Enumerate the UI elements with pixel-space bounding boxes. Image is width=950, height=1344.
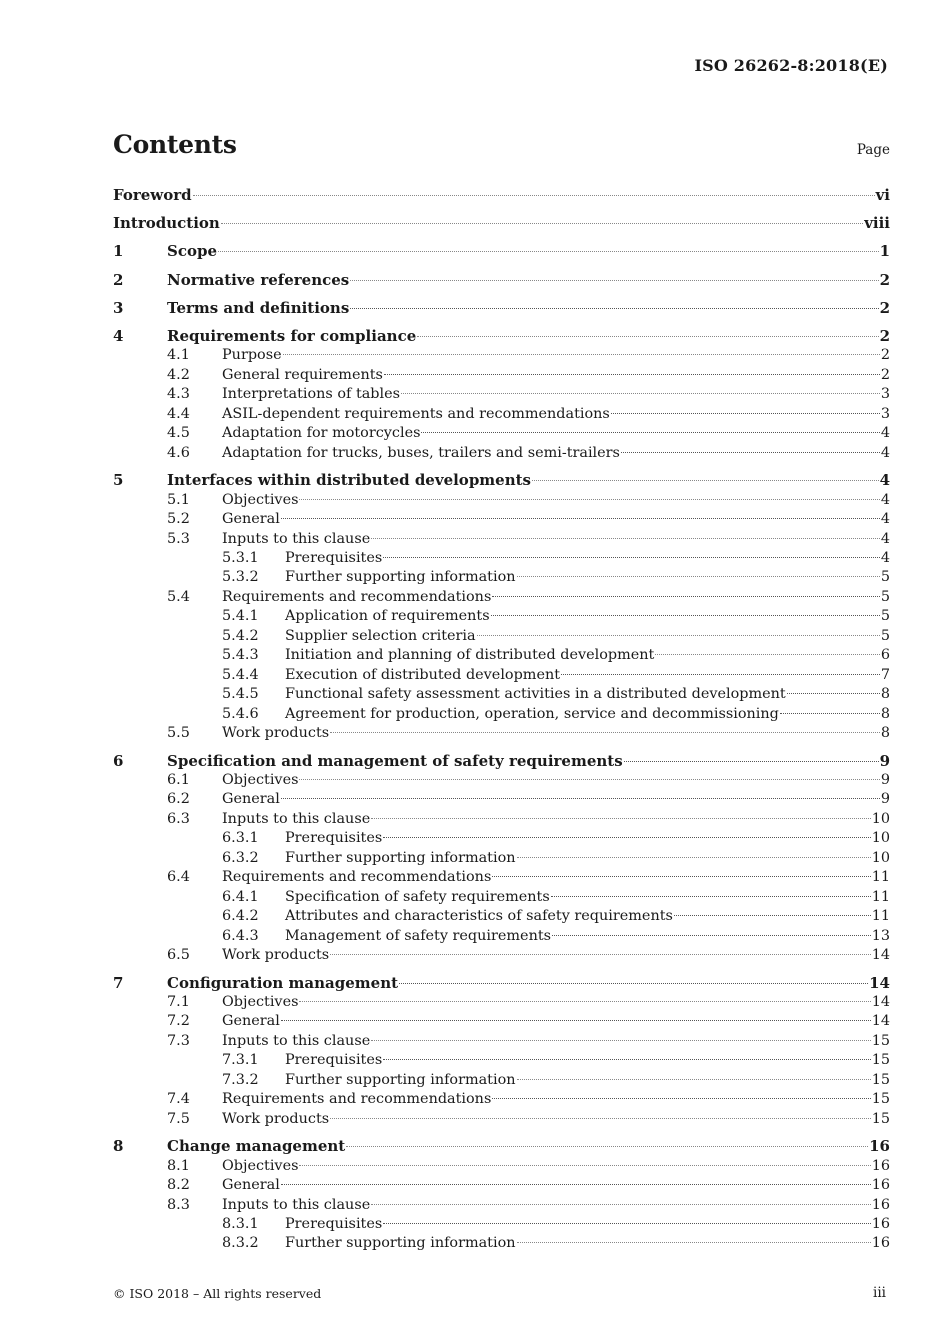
toc-entry-page: 2 bbox=[879, 270, 890, 289]
toc-entry-title: Normative references bbox=[167, 270, 350, 289]
toc-entry-title: Functional safety assessment activities in a distributed development bbox=[285, 686, 786, 703]
toc-entry-page: 4 bbox=[880, 530, 890, 547]
toc-entry-title: Prerequisites bbox=[285, 1052, 383, 1069]
toc-entry-page: 5 bbox=[880, 588, 890, 605]
toc-dot-leader bbox=[281, 518, 880, 519]
toc-entry-page: 16 bbox=[871, 1157, 890, 1174]
toc-entry-page: 8 bbox=[880, 705, 890, 722]
toc-entry-number: 4.3 bbox=[167, 386, 190, 403]
toc-entry[interactable] bbox=[113, 1157, 890, 1176]
toc-entry-title: Agreement for production, operation, service and decommissioning bbox=[285, 705, 779, 722]
toc-entry[interactable] bbox=[113, 849, 890, 868]
toc-entry[interactable] bbox=[113, 1012, 890, 1031]
toc-dot-leader bbox=[371, 1204, 870, 1205]
toc-entry-page: 16 bbox=[871, 1235, 890, 1252]
copyright-notice: © ISO 2018 – All rights reserved bbox=[113, 1286, 322, 1301]
toc-dot-leader bbox=[383, 1059, 870, 1060]
toc-entry[interactable] bbox=[113, 588, 890, 607]
toc-entry[interactable] bbox=[113, 685, 890, 704]
toc-entry-number: 6.1 bbox=[167, 772, 190, 788]
toc-entry-page: 14 bbox=[871, 994, 890, 1010]
toc-entry[interactable] bbox=[113, 299, 890, 318]
toc-entry-number: 6.3 bbox=[167, 810, 190, 827]
toc-entry-page: 15 bbox=[871, 1052, 890, 1069]
toc-dot-leader bbox=[283, 354, 880, 355]
toc-entry[interactable] bbox=[113, 346, 890, 365]
toc-entry-title: Prerequisites bbox=[285, 1216, 383, 1232]
toc-entry-number: 6.5 bbox=[167, 947, 190, 964]
toc-entry-number: 7.4 bbox=[167, 1091, 190, 1108]
toc-dot-leader bbox=[346, 1146, 868, 1147]
toc-dot-leader bbox=[383, 557, 880, 558]
toc-entry-number: 7 bbox=[113, 973, 124, 992]
toc-entry-title: Change management bbox=[167, 1137, 346, 1156]
toc-entry[interactable] bbox=[113, 705, 890, 724]
toc-entry-page: 4 bbox=[880, 550, 890, 566]
toc-dot-leader bbox=[517, 1079, 871, 1080]
toc-entry[interactable] bbox=[113, 888, 890, 907]
toc-entry-page: 16 bbox=[869, 1137, 890, 1156]
toc-dot-leader bbox=[281, 1020, 871, 1021]
toc-entry[interactable] bbox=[113, 974, 890, 993]
toc-dot-leader bbox=[491, 615, 880, 616]
toc-entry-page: 5 bbox=[880, 627, 890, 644]
toc-entry[interactable] bbox=[113, 385, 890, 404]
toc-entry-page: 8 bbox=[880, 725, 890, 742]
toc-dot-leader bbox=[281, 798, 880, 799]
toc-entry-title: Objectives bbox=[222, 1157, 299, 1174]
toc-entry-number: 5.3.2 bbox=[222, 569, 259, 586]
toc-entry-title: Further supporting information bbox=[285, 569, 516, 586]
toc-dot-leader bbox=[551, 896, 871, 897]
toc-dot-leader bbox=[384, 374, 880, 375]
toc-entry-number: 5.4.3 bbox=[222, 647, 259, 664]
toc-entry-title: Inputs to this clause bbox=[222, 1032, 371, 1049]
toc-entry[interactable] bbox=[113, 752, 890, 771]
toc-entry-number: 5.3 bbox=[167, 530, 190, 547]
toc-entry-number: 5.4.6 bbox=[222, 705, 259, 722]
toc-entry[interactable] bbox=[113, 471, 890, 490]
toc-entry-page: 10 bbox=[871, 810, 890, 827]
toc-entry-page: 16 bbox=[871, 1216, 890, 1232]
toc-entry-number: 7.3.2 bbox=[222, 1071, 259, 1088]
toc-entry[interactable] bbox=[113, 444, 890, 463]
toc-entry-title: Prerequisites bbox=[285, 830, 383, 847]
toc-entry[interactable] bbox=[113, 810, 890, 829]
toc-entry[interactable] bbox=[113, 907, 890, 926]
toc-entry-number: 5.4.2 bbox=[222, 627, 259, 644]
toc-entry-page: 8 bbox=[880, 686, 890, 703]
toc-entry-page: 15 bbox=[871, 1032, 890, 1049]
toc-entry-page: 14 bbox=[869, 973, 890, 992]
toc-entry-title: Initiation and planning of distributed development bbox=[285, 647, 655, 664]
toc-entry[interactable] bbox=[113, 1110, 890, 1129]
toc-dot-leader bbox=[621, 452, 880, 453]
toc-entry[interactable] bbox=[113, 1234, 890, 1253]
toc-dot-leader bbox=[383, 837, 870, 838]
toc-entry-page: 3 bbox=[880, 386, 890, 403]
toc-entry-number: 7.3 bbox=[167, 1032, 190, 1049]
toc-entry-page: 11 bbox=[871, 888, 890, 905]
toc-entry[interactable] bbox=[113, 771, 890, 790]
toc-entry-number: 5.4.1 bbox=[222, 608, 259, 625]
toc-entry-number: 5.4 bbox=[167, 588, 190, 605]
toc-dot-leader bbox=[330, 954, 871, 955]
toc-entry-title: Further supporting information bbox=[285, 1235, 516, 1252]
toc-entry-title: Foreword bbox=[113, 186, 192, 204]
toc-entry-title: Objectives bbox=[222, 491, 299, 508]
toc-entry[interactable] bbox=[113, 530, 890, 549]
toc-entry[interactable] bbox=[113, 607, 890, 626]
toc-dot-leader bbox=[218, 251, 879, 252]
page-title: Contents bbox=[113, 130, 237, 159]
toc-entry-page: 2 bbox=[879, 327, 890, 345]
toc-entry-title: Prerequisites bbox=[285, 550, 383, 566]
toc-entry-number: 7.2 bbox=[167, 1013, 190, 1030]
toc-entry-number: 6.4.2 bbox=[222, 908, 259, 925]
toc-dot-leader bbox=[299, 1001, 870, 1002]
toc-entry-number: 6.3.2 bbox=[222, 849, 259, 866]
toc-entry-page: 4 bbox=[880, 444, 890, 461]
toc-dot-leader bbox=[421, 432, 879, 433]
toc-entry-title: General bbox=[222, 511, 280, 528]
toc-dot-leader bbox=[221, 223, 863, 224]
toc-entry[interactable] bbox=[113, 627, 890, 646]
toc-entry[interactable] bbox=[113, 1071, 890, 1090]
toc-entry[interactable] bbox=[113, 829, 890, 848]
toc-entry-page: 6 bbox=[880, 647, 890, 664]
toc-entry-title: Scope bbox=[167, 242, 218, 261]
toc-entry-title: Inputs to this clause bbox=[222, 530, 371, 547]
toc-entry-title: Adaptation for motorcycles bbox=[222, 425, 421, 442]
toc-dot-leader bbox=[299, 1165, 870, 1166]
toc-entry-number: 6.4.3 bbox=[222, 927, 259, 944]
toc-dot-leader bbox=[383, 1223, 870, 1224]
toc-entry[interactable] bbox=[113, 666, 890, 685]
toc-entry-title: Work products bbox=[222, 1110, 330, 1127]
toc-entry-number: 4.4 bbox=[167, 405, 190, 422]
toc-dot-leader bbox=[674, 915, 871, 916]
toc-entry-number: 5 bbox=[113, 471, 124, 490]
toc-dot-leader bbox=[517, 857, 871, 858]
toc-entry-title: Inputs to this clause bbox=[222, 810, 371, 827]
toc-entry-title: Objectives bbox=[222, 772, 299, 788]
toc-entry-title: Work products bbox=[222, 947, 330, 964]
toc-dot-leader bbox=[371, 538, 880, 539]
toc-entry-number: 8 bbox=[113, 1137, 124, 1156]
toc-entry-page: 7 bbox=[880, 666, 890, 683]
toc-entry-number: 6.2 bbox=[167, 791, 190, 808]
toc-entry-page: 2 bbox=[880, 366, 890, 383]
toc-entry[interactable] bbox=[113, 927, 890, 946]
toc-entry-number: 8.3 bbox=[167, 1196, 190, 1213]
toc-entry-title: Specification of safety requirements bbox=[285, 888, 550, 905]
toc-entry-number: 8.2 bbox=[167, 1177, 190, 1194]
toc-entry-title: Requirements and recommendations bbox=[222, 869, 492, 886]
toc-entry-page: 15 bbox=[871, 1110, 890, 1127]
toc-dot-leader bbox=[624, 761, 879, 762]
toc-entry-number: 7.5 bbox=[167, 1110, 190, 1127]
toc-dot-leader bbox=[492, 876, 870, 877]
toc-entry[interactable] bbox=[113, 186, 890, 205]
toc-dot-leader bbox=[330, 1118, 871, 1119]
toc-dot-leader bbox=[780, 713, 880, 714]
toc-entry-title: Purpose bbox=[222, 347, 282, 364]
toc-entry[interactable] bbox=[113, 868, 890, 887]
toc-entry-page: viii bbox=[864, 214, 890, 233]
toc-entry-page: 4 bbox=[880, 511, 890, 528]
toc-dot-leader bbox=[371, 1040, 870, 1041]
toc-entry-title: Further supporting information bbox=[285, 1071, 516, 1088]
toc-entry-page: vi bbox=[875, 186, 890, 204]
toc-dot-leader bbox=[401, 393, 880, 394]
toc-entry[interactable] bbox=[113, 366, 890, 385]
toc-dot-leader bbox=[655, 654, 880, 655]
toc-entry-page: 9 bbox=[880, 791, 890, 808]
toc-entry-number: 5.2 bbox=[167, 511, 190, 528]
toc-entry-page: 5 bbox=[880, 569, 890, 586]
toc-entry[interactable] bbox=[113, 214, 890, 233]
toc-entry[interactable] bbox=[113, 242, 890, 261]
toc-entry-title: Execution of distributed development bbox=[285, 666, 561, 683]
toc-entry-title: General bbox=[222, 791, 280, 808]
toc-entry-page: 2 bbox=[879, 298, 890, 317]
toc-entry[interactable] bbox=[113, 1176, 890, 1195]
toc-entry-number: 7.1 bbox=[167, 994, 190, 1010]
toc-entry-title: Requirements and recommendations bbox=[222, 1091, 492, 1108]
toc-entry[interactable] bbox=[113, 1090, 890, 1109]
toc-entry[interactable] bbox=[113, 405, 890, 424]
toc-entry-title: Configuration management bbox=[167, 973, 399, 992]
toc-entry[interactable] bbox=[113, 790, 890, 809]
toc-dot-leader bbox=[299, 779, 879, 780]
toc-entry-number: 1 bbox=[113, 242, 124, 261]
toc-dot-leader bbox=[552, 935, 871, 936]
toc-entry-title: Attributes and characteristics of safety requirements bbox=[285, 908, 673, 925]
toc-entry[interactable] bbox=[113, 946, 890, 965]
toc-dot-leader bbox=[532, 480, 879, 481]
toc-entry-number: 5.1 bbox=[167, 491, 190, 508]
toc-entry[interactable] bbox=[113, 993, 890, 1012]
toc-entry-title: Adaptation for trucks, buses, trailers and semi-trailers bbox=[222, 444, 620, 461]
toc-dot-leader bbox=[330, 732, 880, 733]
toc-entry-number: 6 bbox=[113, 751, 124, 770]
toc-entry-page: 5 bbox=[880, 608, 890, 625]
toc-entry-number: 7.3.1 bbox=[222, 1052, 259, 1069]
toc-entry[interactable] bbox=[113, 1196, 890, 1215]
toc-dot-leader bbox=[350, 308, 878, 309]
toc-entry-page: 14 bbox=[871, 947, 890, 964]
toc-entry-page: 15 bbox=[871, 1091, 890, 1108]
toc-dot-leader bbox=[350, 280, 878, 281]
toc-entry-page: 14 bbox=[871, 1013, 890, 1030]
toc-entry-title: Requirements for compliance bbox=[167, 327, 417, 345]
toc-entry-number: 4.6 bbox=[167, 444, 190, 461]
toc-dot-leader bbox=[371, 818, 870, 819]
toc-entry-title: General requirements bbox=[222, 366, 383, 383]
toc-entry-number: 8.3.1 bbox=[222, 1216, 259, 1232]
toc-dot-leader bbox=[517, 1242, 871, 1243]
toc-entry-page: 9 bbox=[880, 772, 890, 788]
toc-entry[interactable] bbox=[113, 1215, 890, 1234]
toc-entry[interactable] bbox=[113, 646, 890, 665]
toc-entry-page: 13 bbox=[871, 927, 890, 944]
toc-dot-leader bbox=[787, 693, 880, 694]
toc-entry-title: General bbox=[222, 1013, 280, 1030]
toc-entry[interactable] bbox=[113, 549, 890, 568]
toc-entry[interactable] bbox=[113, 510, 890, 529]
toc-dot-leader bbox=[281, 1184, 871, 1185]
toc-entry-page: 2 bbox=[880, 347, 890, 364]
toc-entry-page: 1 bbox=[879, 242, 890, 261]
toc-entry-title: Supplier selection criteria bbox=[285, 627, 476, 644]
toc-entry-number: 6.3.1 bbox=[222, 830, 259, 847]
toc-entry-number: 4.5 bbox=[167, 425, 190, 442]
toc-entry-title: Terms and definitions bbox=[167, 298, 350, 317]
toc-entry-title: Application of requirements bbox=[285, 608, 490, 625]
toc-entry-number: 2 bbox=[113, 270, 124, 289]
toc-entry-page: 4 bbox=[880, 491, 890, 508]
toc-entry-title: Objectives bbox=[222, 994, 299, 1010]
toc-entry-number: 6.4.1 bbox=[222, 888, 259, 905]
toc-entry-title: Further supporting information bbox=[285, 849, 516, 866]
toc-entry-page: 10 bbox=[871, 849, 890, 866]
toc-entry[interactable] bbox=[113, 327, 890, 346]
toc-entry[interactable] bbox=[113, 724, 890, 743]
toc-entry-title: ASIL-dependent requirements and recommendations bbox=[222, 405, 610, 422]
toc-entry-number: 4.1 bbox=[167, 347, 190, 364]
toc-entry-title: Work products bbox=[222, 725, 330, 742]
toc-entry-number: 5.3.1 bbox=[222, 550, 259, 566]
toc-entry[interactable] bbox=[113, 568, 890, 587]
toc-dot-leader bbox=[611, 413, 880, 414]
toc-dot-leader bbox=[517, 576, 880, 577]
toc-entry-number: 5.5 bbox=[167, 725, 190, 742]
toc-entry-page: 11 bbox=[871, 908, 890, 925]
toc-entry-title: Management of safety requirements bbox=[285, 927, 552, 944]
toc-dot-leader bbox=[561, 674, 880, 675]
document-id: ISO 26262-8:2018(E) bbox=[694, 56, 888, 75]
toc-entry-page: 11 bbox=[871, 869, 890, 886]
toc-entry-number: 3 bbox=[113, 298, 124, 317]
toc-entry[interactable] bbox=[113, 424, 890, 443]
toc-entry-number: 4.2 bbox=[167, 366, 190, 383]
toc-entry-page: 4 bbox=[880, 425, 890, 442]
toc-entry-title: Inputs to this clause bbox=[222, 1196, 371, 1213]
toc-entry-number: 8.1 bbox=[167, 1157, 190, 1174]
toc-entry-title: Introduction bbox=[113, 214, 220, 233]
toc-dot-leader bbox=[193, 195, 875, 196]
toc-dot-leader bbox=[492, 1098, 870, 1099]
toc-entry-page: 16 bbox=[871, 1196, 890, 1213]
toc-dot-leader bbox=[477, 635, 880, 636]
toc-entry-number: 6.4 bbox=[167, 869, 190, 886]
toc-entry-page: 15 bbox=[871, 1071, 890, 1088]
toc-entry[interactable] bbox=[113, 1032, 890, 1051]
toc-entry-page: 9 bbox=[879, 751, 890, 770]
toc-entry-page: 4 bbox=[879, 471, 890, 490]
toc-entry-title: General bbox=[222, 1177, 280, 1194]
toc-entry-number: 4 bbox=[113, 327, 124, 345]
toc-entry[interactable] bbox=[113, 271, 890, 290]
toc-entry-page: 16 bbox=[871, 1177, 890, 1194]
toc-entry-number: 5.4.4 bbox=[222, 666, 259, 683]
toc-dot-leader bbox=[417, 336, 878, 337]
toc-dot-leader bbox=[492, 596, 880, 597]
toc-entry-number: 8.3.2 bbox=[222, 1235, 259, 1252]
toc-entry-title: Requirements and recommendations bbox=[222, 588, 492, 605]
toc-entry-page: 3 bbox=[880, 405, 890, 422]
toc-entry-title: Interfaces within distributed developments bbox=[167, 471, 531, 490]
toc-entry[interactable] bbox=[113, 1137, 890, 1156]
toc-dot-leader bbox=[299, 499, 879, 500]
toc-dot-leader bbox=[399, 983, 868, 984]
toc-entry[interactable] bbox=[113, 1051, 890, 1070]
footer-page-number: iii bbox=[873, 1285, 886, 1301]
toc-entry-page: 10 bbox=[871, 830, 890, 847]
page-column-label: Page bbox=[856, 142, 890, 158]
toc-entry-number: 5.4.5 bbox=[222, 686, 259, 703]
toc-entry-title: Specification and management of safety requirements bbox=[167, 751, 623, 770]
toc-entry-title: Interpretations of tables bbox=[222, 386, 401, 403]
toc-entry[interactable] bbox=[113, 491, 890, 510]
